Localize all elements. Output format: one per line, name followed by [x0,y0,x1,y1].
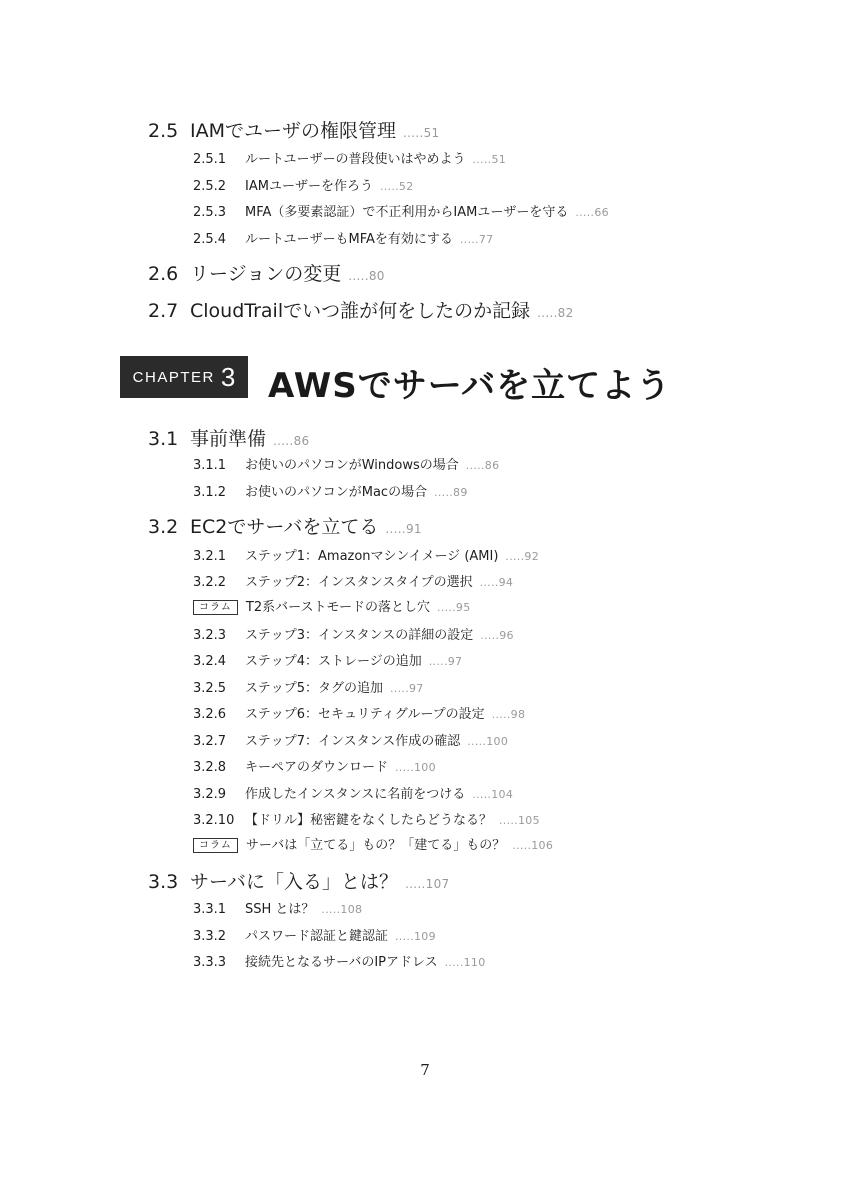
toc-subsection-3-2-9[interactable] [193,788,513,801]
subsection-number: 3.3.2 [193,929,227,944]
subsection-title: 【ドリル】秘密鍵をなくしたらどうなる？ [245,813,493,828]
page-ref: .....91 [385,522,422,536]
subsection-number: 3.3.1 [193,902,227,917]
page-ref: .....89 [434,486,468,499]
page-ref: .....105 [499,814,540,827]
toc-subsection-3-2-7[interactable] [193,735,508,748]
subsection-number: 3.2.3 [193,628,227,643]
page-ref: .....106 [512,839,554,852]
page-ref: .....110 [444,956,486,969]
toc-subsection-3-2-6[interactable] [193,708,525,721]
subsection-number: 3.2.8 [193,760,227,775]
toc-section-2-5[interactable] [148,122,439,141]
page-ref: .....86 [273,434,310,448]
chapter-number: 3 [220,361,236,392]
subsection-number: 3.1.1 [193,458,227,473]
page-ref: .....108 [321,903,363,916]
section-title: CloudTrailでいつ誰が何をしたのか記録 [190,300,531,322]
subsection-number: 3.3.3 [193,955,227,970]
page-ref: .....92 [505,550,539,563]
subsection-number: 3.2.7 [193,734,227,749]
subsection-number: 3.1.2 [193,485,227,500]
subsection-title: 作成したインスタンスに名前をつける [245,787,466,802]
page-ref: .....107 [405,877,450,891]
page-ref: .....97 [390,682,424,695]
subsection-number: 2.5.2 [193,179,227,194]
subsection-title: ステップ7：インスタンス作成の確認 [245,734,461,749]
subsection-title: ステップ6：セキュリティグループの設定 [245,707,485,722]
section-title: EC2でサーバを立てる [190,516,379,538]
page-ref: .....98 [491,708,526,721]
page-ref: .....86 [465,459,500,472]
subsection-number: 2.5.4 [193,232,227,247]
subsection-number: 3.2.5 [193,681,227,696]
chapter-label: CHAPTER [132,368,215,386]
page-ref: .....77 [459,233,494,246]
page-ref: .....82 [537,306,574,320]
subsection-title: ルートユーザーの普段使いはやめよう [245,152,466,167]
subsection-title: パスワード認証と鍵認証 [245,929,389,944]
section-title: リージョンの変更 [190,263,342,285]
column-title: T2系バーストモードの落とし穴 [245,600,430,615]
section-number: 2.6 [148,263,179,285]
subsection-title: ステップ2：インスタンスタイプの選択 [245,575,473,590]
page-ref: .....94 [479,576,514,589]
toc-subsection-3-2-8[interactable] [193,761,436,774]
chapter-title[interactable]: AWSでサーバを立てよう [268,366,672,406]
page-ref: .....104 [472,788,514,801]
subsection-number: 3.2.1 [193,549,227,564]
toc-subsection-2-5-1[interactable] [193,153,506,166]
toc-section-2-6[interactable] [148,265,385,284]
toc-subsection-3-2-10[interactable] [193,814,540,827]
toc-subsection-2-5-2[interactable] [193,180,414,193]
toc-subsection-3-2-2[interactable] [193,576,513,589]
page-ref: .....66 [575,206,609,219]
column-badge: コラム [193,600,238,615]
toc-subsection-2-5-4[interactable] [193,233,493,246]
section-number: 3.3 [148,871,179,893]
page-ref: .....51 [472,153,507,166]
page-number: 7 [420,1061,430,1079]
toc-subsection-3-3-2[interactable] [193,930,436,943]
toc-subsection-3-2-5[interactable] [193,682,424,695]
toc-section-2-7[interactable] [148,302,574,321]
chapter-badge [120,356,248,398]
page-ref: .....95 [436,601,471,614]
toc-subsection-3-2-4[interactable] [193,655,462,668]
toc-column-2[interactable] [193,839,553,854]
page-ref: .....97 [428,655,463,668]
page-ref: .....52 [379,180,414,193]
subsection-number: 3.2.6 [193,707,227,722]
subsection-number: 2.5.3 [193,205,227,220]
page-ref: .....51 [403,126,440,140]
toc-section-3-1[interactable] [148,430,309,449]
page-ref: .....100 [467,735,509,748]
toc-subsection-3-1-2[interactable] [193,486,468,499]
toc-subsection-3-1-1[interactable] [193,459,499,472]
subsection-title: ステップ5：タグの追加 [245,681,384,696]
subsection-title: SSH とは？ [245,902,315,917]
page-ref: .....80 [348,269,385,283]
page-ref: .....100 [395,761,436,774]
toc-section-3-3[interactable] [148,873,449,892]
subsection-title: MFA（多要素認証）で不正利用からIAMユーザーを守る [245,205,569,220]
column-title: サーバは「立てる」もの？「建てる」もの？ [245,838,506,853]
subsection-title: お使いのパソコンがMacの場合 [245,485,428,500]
toc-subsection-3-2-3[interactable] [193,629,514,642]
subsection-title: お使いのパソコンがWindowsの場合 [245,458,459,473]
subsection-title: ステップ1：Amazonマシンイメージ (AMI) [245,549,499,564]
section-number: 3.1 [148,428,179,450]
section-title: サーバに「入る」とは？ [190,871,399,893]
column-badge: コラム [193,838,238,853]
subsection-title: 接続先となるサーバのIPアドレス [245,955,438,970]
section-number: 2.7 [148,300,179,322]
section-title: IAMでユーザの権限管理 [190,120,396,142]
toc-section-3-2[interactable] [148,518,422,537]
toc-column-1[interactable] [193,601,471,616]
toc-subsection-3-2-1[interactable] [193,550,539,563]
page-ref: .....96 [480,629,514,642]
toc-subsection-2-5-3[interactable] [193,206,609,219]
page-ref: .....109 [395,930,436,943]
subsection-number: 3.2.10 [193,813,235,828]
subsection-title: ルートユーザーもMFAを有効にする [245,232,453,247]
subsection-title: ステップ3：インスタンスの詳細の設定 [245,628,474,643]
toc-subsection-3-3-1[interactable] [193,903,362,916]
subsection-title: キーペアのダウンロード [245,760,389,775]
section-title: 事前準備 [190,428,267,450]
section-number: 3.2 [148,516,179,538]
toc-subsection-3-3-3[interactable] [193,956,486,969]
subsection-number: 3.2.9 [193,787,227,802]
section-number: 2.5 [148,120,179,142]
subsection-title: IAMユーザーを作ろう [245,179,373,194]
subsection-title: ステップ4：ストレージの追加 [245,654,422,669]
subsection-number: 3.2.2 [193,575,227,590]
subsection-number: 3.2.4 [193,654,227,669]
subsection-number: 2.5.1 [193,152,227,167]
